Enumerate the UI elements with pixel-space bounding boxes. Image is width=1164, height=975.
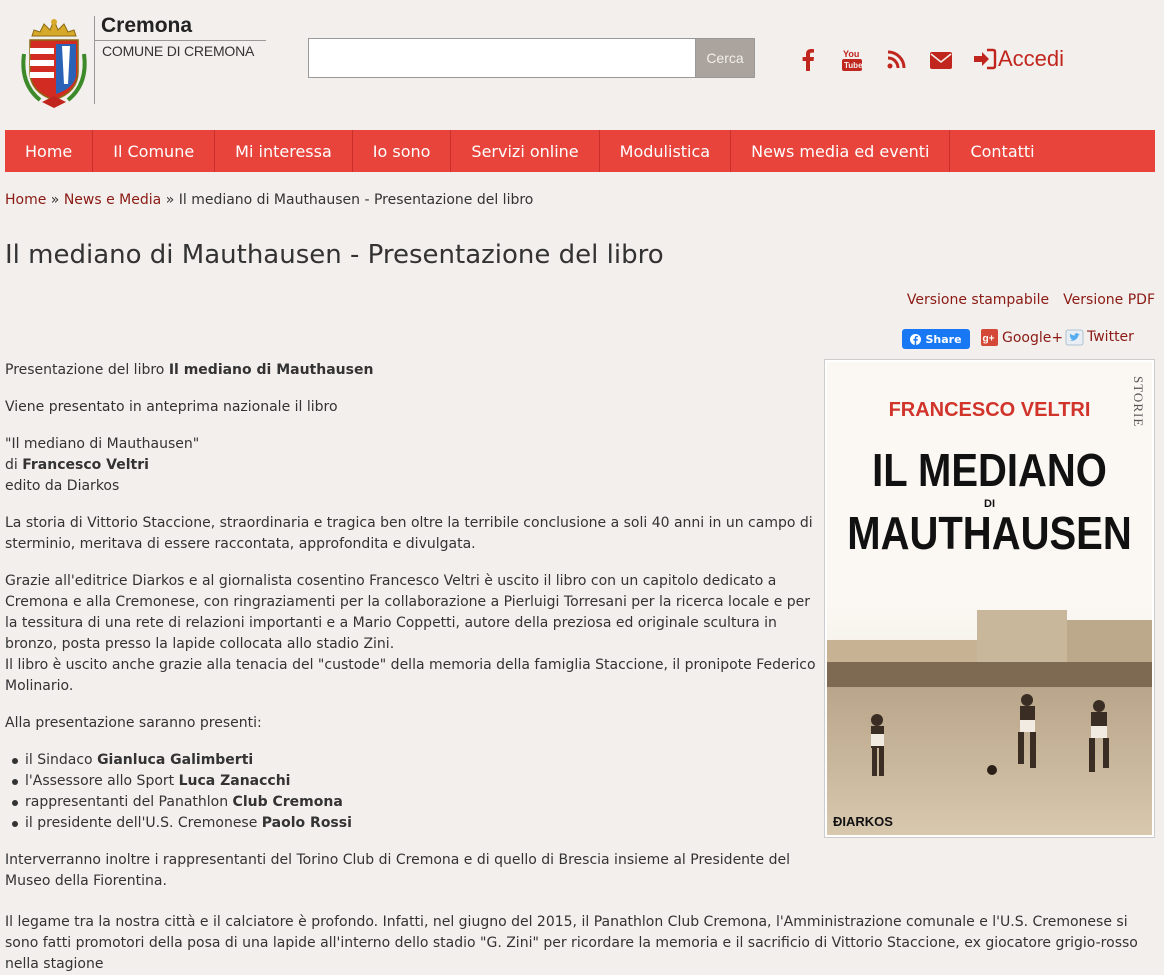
print-version-link[interactable]: Versione stampabile — [906, 292, 1050, 308]
svg-text:You: You — [843, 49, 860, 59]
article-text: Grazie all'editrice Diarkos e al giornalista cosentino Francesco Veltri è uscito il libro con un capitolo dedicato a Cremona e alla Cremonese, con ringraziamenti per la collaborazione a Pierluigi Torresani per la ricerca locale e per la tessitura di una rete di relazioni importanti e a Mario Coppetti, autore della preziosa ed originale scultura in bronzo, posta presso la lapide collocata allo stadio Zini. — [5, 573, 811, 652]
cremona-coat-of-arms-logo[interactable] — [18, 14, 90, 110]
article-paragraph — [5, 360, 817, 381]
site-subtitle: COMUNE DI CREMONA — [102, 43, 255, 59]
site-name[interactable]: Cremona — [101, 14, 193, 37]
facebook-icon[interactable] — [801, 49, 815, 71]
mail-icon[interactable] — [930, 52, 952, 69]
book-title-line1: IL MEDIANO — [872, 445, 1107, 497]
svg-text:Tube: Tube — [844, 61, 863, 70]
twitter-icon — [1066, 330, 1083, 345]
article-body — [5, 360, 817, 908]
article-paragraph: La storia di Vittorio Staccione, straordinaria e tragica ben oltre la terribile conclusione a soli 40 anni in un campo di sterminio, meritava di essere raccontata, approfondita e divulgata. — [5, 515, 813, 552]
list-item-text: il Sindaco — [25, 752, 98, 768]
book-title-quote: "Il mediano di Mauthausen" — [5, 436, 200, 452]
book-series: STORIE — [1131, 376, 1146, 428]
search-button[interactable]: Cerca — [695, 38, 755, 78]
nav-item-home[interactable]: Home — [5, 130, 93, 172]
article-paragraph: Viene presentato in anteprima nazionale il libro — [5, 399, 338, 415]
google-plus-share[interactable] — [981, 329, 1063, 346]
book-cover — [827, 362, 1152, 835]
login-link[interactable] — [974, 46, 1064, 72]
article-text: Il libro è uscito anche grazie alla tenacia del "custode" della memoria della famiglia Staccione, il pronipote Federico Molinario. — [5, 657, 816, 694]
main-navigation — [5, 130, 1155, 172]
article-paragraph: Alla presentazione saranno presenti: — [5, 715, 262, 731]
list-item-text: l'Assessore allo Sport — [25, 773, 179, 789]
article-text: Presentazione del libro — [5, 362, 169, 378]
list-item-name: Club Cremona — [232, 794, 343, 810]
article-paragraph — [5, 571, 817, 697]
list-item — [5, 750, 817, 771]
sign-in-icon — [974, 49, 996, 69]
breadcrumb-news[interactable]: News e Media — [63, 192, 162, 208]
facebook-share-button[interactable] — [902, 329, 970, 349]
book-title-line2: MAUTHAUSEN — [847, 508, 1132, 560]
logo-divider — [94, 16, 95, 104]
breadcrumb-separator: » — [165, 192, 175, 208]
page-title: Il mediano di Mauthausen - Presentazione del libro — [5, 240, 664, 270]
breadcrumb — [5, 192, 533, 208]
list-item-name: Gianluca Galimberti — [97, 752, 254, 768]
article-paragraph: Interverranno inoltre i rappresentanti del Torino Club di Cremona e di quello di Brescia insieme al Presidente del Museo della Fiorentina. — [5, 852, 790, 889]
list-item-name: Luca Zanacchi — [178, 773, 291, 789]
football-photo — [827, 602, 1152, 835]
youtube-icon[interactable] — [842, 48, 862, 72]
nav-item-io-sono[interactable]: Io sono — [353, 130, 452, 172]
nav-item-il-comune[interactable]: Il Comune — [93, 130, 215, 172]
pdf-version-link[interactable]: Versione PDF — [1063, 292, 1155, 308]
book-title-di: DI — [984, 498, 995, 510]
book-author: FRANCESCO VELTRI — [888, 399, 1091, 421]
google-plus-label: Google+ — [1002, 329, 1064, 346]
list-item-text: il presidente dell'U.S. Cremonese — [25, 815, 262, 831]
nav-item-mi-interessa[interactable]: Mi interessa — [215, 130, 353, 172]
book-cover-image[interactable] — [824, 359, 1155, 838]
list-item — [5, 813, 817, 834]
breadcrumb-separator: » — [50, 192, 60, 208]
facebook-icon — [910, 334, 921, 345]
nav-item-servizi-online[interactable]: Servizi online — [451, 130, 599, 172]
article-paragraph: Il legame tra la nostra città e il calciatore è profondo. Infatti, nel giugno del 2015, il Panathlon Club Cremona, l'Amministrazione comunale e l'U.S. Cremonese si sono fatti promotori della posa di una lapide all'interno dello stadio "G. Zini" per ricordare la memoria e il sacrificio di Vittorio Staccione, ex giocatore grigio-rosso nella stagione — [5, 914, 1138, 972]
logo-underline — [94, 40, 266, 41]
svg-text:g+: g+ — [982, 333, 995, 345]
google-plus-icon — [981, 329, 998, 346]
header — [0, 0, 1164, 130]
twitter-share[interactable] — [1066, 329, 1134, 345]
author-name: Francesco Veltri — [22, 457, 149, 473]
twitter-label: Twitter — [1087, 329, 1134, 345]
print-links — [907, 292, 1155, 308]
list-item-text: rappresentanti del Panathlon — [25, 794, 233, 810]
book-title-bold: Il mediano di Mauthausen — [168, 362, 374, 378]
list-item — [5, 771, 817, 792]
breadcrumb-current: Il mediano di Mauthausen - Presentazione del libro — [178, 192, 534, 208]
nav-item-contatti[interactable]: Contatti — [970, 141, 1035, 161]
nav-item-news-media-eventi[interactable]: News media ed eventi — [731, 130, 950, 172]
book-publisher: ÐIARKOS — [833, 814, 893, 829]
rss-icon[interactable] — [887, 51, 905, 69]
article-text: di — [5, 457, 23, 473]
breadcrumb-home[interactable]: Home — [5, 192, 47, 208]
facebook-share-label: Share — [925, 332, 962, 346]
list-item — [5, 792, 817, 813]
publisher-line: edito da Diarkos — [5, 478, 120, 494]
nav-item-modulistica[interactable]: Modulistica — [600, 130, 731, 172]
search-input[interactable] — [308, 38, 696, 78]
list-item-name: Paolo Rossi — [261, 815, 352, 831]
attendees-list — [5, 750, 817, 834]
article-paragraph — [5, 434, 817, 497]
login-label: Accedi — [998, 46, 1065, 71]
